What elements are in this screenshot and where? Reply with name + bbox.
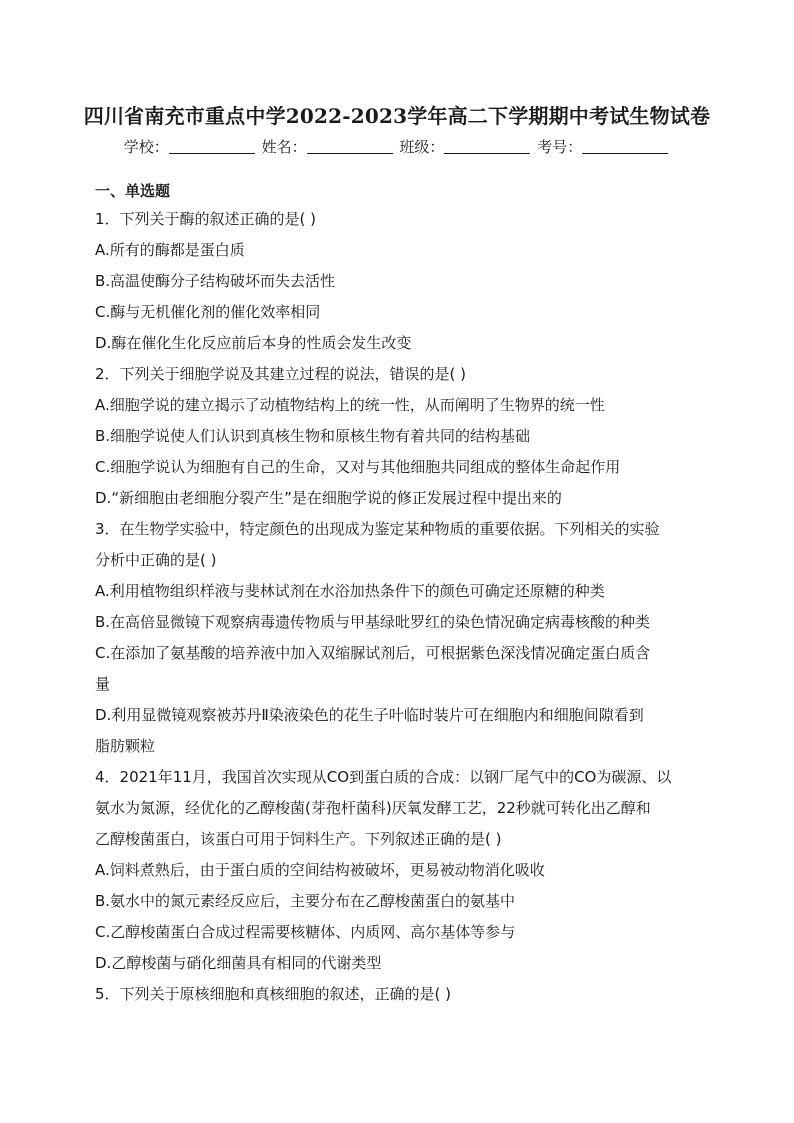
name-blank[interactable] [307,153,393,154]
name-label: 姓名： [261,138,307,156]
school-blank[interactable] [169,153,255,154]
question-5-stem: 5．下列关于原核细胞和真核细胞的叙述，正确的是( ) [95,985,452,1003]
question-2-option-a: A.细胞学说的建立揭示了动植物结构上的统一性，从而阐明了生物界的统一性 [95,396,605,414]
question-3-option-a: A.利用植物组织样液与斐林试剂在水浴加热条件下的颜色可确定还原糖的种类 [95,582,605,600]
student-info-line [0,136,794,157]
exam-content [95,180,705,1010]
question-4-option-c: C.乙醇梭菌蛋白合成过程需要核糖体、内质网、高尔基体等参与 [95,923,516,941]
question-4-option-a: A.饲料煮熟后，由于蛋白质的空间结构被破坏，更易被动物消化吸收 [95,861,545,879]
question-2-option-d: D.“新细胞由老细胞分裂产生”是在细胞学说的修正发展过程中提出来的 [95,489,562,507]
question-1-option-a: A.所有的酶都是蛋白质 [95,241,245,259]
question-4-stem-line-3: 乙醇梭菌蛋白，该蛋白可用于饲料生产。下列叙述正确的是( ) [95,830,502,848]
question-3-option-d-line-2: 脂肪颗粒 [95,737,156,755]
question-1-stem: 1．下列关于酶的叙述正确的是( ) [95,210,317,228]
question-3-option-c-line-2: 量 [95,675,111,693]
question-2-stem: 2．下列关于细胞学说及其建立过程的说法，错误的是( ) [95,365,467,383]
question-1-option-c: C.酶与无机催化剂的催化效率相同 [95,303,321,321]
question-1-option-b: B.高温使酶分子结构破坏而失去活性 [95,272,336,290]
question-3-stem-line-1: 3．在生物学实验中，特定颜色的出现成为鉴定某种物质的重要依据。下列相关的实验 [95,520,660,538]
question-3-option-d-line-1: D.利用显微镜观察被苏丹Ⅱ染液染色的花生子叶临时装片可在细胞内和细胞间隙看到 [95,706,644,724]
question-3-option-b: B.在高倍显微镜下观察病毒遗传物质与甲基绿吡罗红的染色情况确定病毒核酸的种类 [95,613,651,631]
exam-number-label: 考号： [537,138,583,156]
class-blank[interactable] [444,153,530,154]
question-4-option-b: B.氨水中的氮元素经反应后，主要分布在乙醇梭菌蛋白的氨基中 [95,892,516,910]
class-label: 班级： [399,138,445,156]
question-3-stem-line-2: 分析中正确的是( ) [95,551,217,569]
question-4-stem-line-2: 氨水为氮源，经优化的乙醇梭菌(芽孢杆菌科)厌氧发酵工艺，22秒就可转化出乙醇和 [95,799,651,817]
question-4-option-d: D.乙醇梭菌与硝化细菌具有相同的代谢类型 [95,954,382,972]
question-2-option-c: C.细胞学说认为细胞有自己的生命，又对与其他细胞共同组成的整体生命起作用 [95,458,621,476]
exam-title: 四川省南充市重点中学2022-2023学年高二下学期期中考试生物试卷 [83,104,711,128]
question-4-stem-line-1: 4．2021年11月，我国首次实现从CO到蛋白质的合成：以钢厂尾气中的CO为碳源、以 [95,768,672,786]
exam-number-blank[interactable] [582,153,668,154]
question-2-option-b: B.细胞学说使人们认识到真核生物和原核生物有着共同的结构基础 [95,427,531,445]
question-1-option-d: D.酶在催化生化反应前后本身的性质会发生改变 [95,334,412,352]
question-3-option-c-line-1: C.在添加了氨基酸的培养液中加入双缩脲试剂后，可根据紫色深浅情况确定蛋白质含 [95,644,651,662]
school-label: 学校： [123,138,169,156]
section-heading: 一、单选题 [95,182,171,200]
